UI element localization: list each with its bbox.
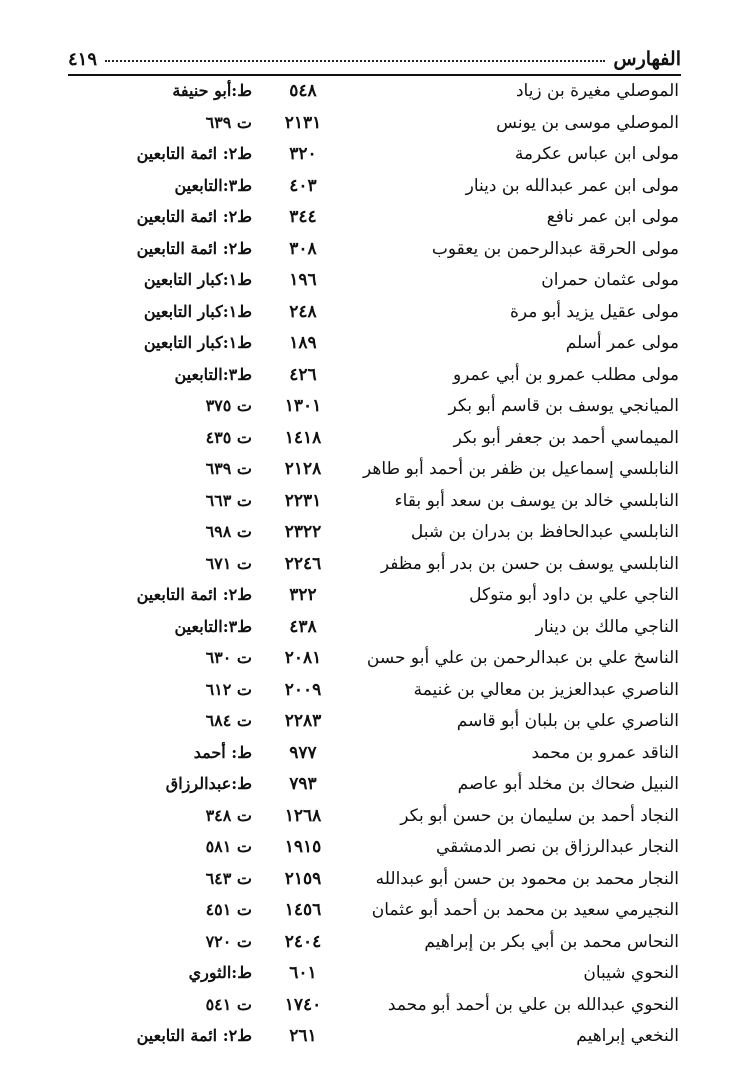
entry-info: ت ٦١٢ <box>205 679 252 699</box>
entry-number: ٢٢٨٣ <box>284 711 322 731</box>
entry-name: الميماسي أحمد بن جعفر أبو بكر <box>453 427 679 448</box>
entry-info: ط٢: ائمة التابعين <box>136 585 252 604</box>
index-entry <box>0 803 743 835</box>
entry-number: ٦٠١ <box>289 963 317 983</box>
page-header <box>68 44 681 76</box>
index-entry <box>0 393 743 425</box>
entry-name: الناصري علي بن بلبان أبو قاسم <box>456 711 679 731</box>
entry-info: ت ٦٣٩ <box>205 112 252 132</box>
entry-name: النجيرمي سعيد بن محمد بن أحمد أبو عثمان <box>371 900 679 920</box>
entry-name: مولى عثمان حمران <box>541 270 679 290</box>
entry-info: ط٢: ائمة التابعين <box>136 238 252 258</box>
entry-info: ط٢: ائمة التابعين <box>136 1026 252 1045</box>
entry-name: النحاس محمد بن أبي بكر بن إبراهيم <box>424 931 679 952</box>
entry-number: ٥٤٨ <box>289 81 317 101</box>
index-entry <box>0 614 743 646</box>
index-entry <box>0 299 743 331</box>
index-entry <box>0 960 743 992</box>
index-entry <box>0 771 743 803</box>
index-entry <box>0 519 743 551</box>
entry-number: ٢٠٠٩ <box>284 679 322 700</box>
entry-number: ١٨٩ <box>289 333 317 353</box>
entry-number: ٤٢٦ <box>289 364 317 385</box>
index-entry <box>0 425 743 457</box>
index-entry <box>0 204 743 236</box>
index-entry <box>0 645 743 677</box>
entry-name: مولى عمر أسلم <box>565 333 679 353</box>
entry-number: ٢١٥٩ <box>284 868 322 889</box>
entry-number: ٣٤٤ <box>289 207 317 227</box>
entry-number: ٣٠٨ <box>289 238 317 259</box>
index-entry <box>0 929 743 961</box>
entry-info: ط: أحمد <box>193 742 252 762</box>
index-entry <box>0 78 743 110</box>
page-number: ٤١٩ <box>68 48 98 70</box>
index-entry <box>0 330 743 362</box>
entry-name: الناصري عبدالعزيز بن معالي بن غنيمة <box>413 679 679 700</box>
entry-name: مولى مطلب عمرو بن أبي عمرو <box>452 364 679 385</box>
entry-info: ت ٦٩٨ <box>205 522 252 541</box>
entry-info: ت ٦٧١ <box>205 553 252 573</box>
entry-info: ط:أبو حنيفة <box>172 81 252 100</box>
index-entry <box>0 110 743 142</box>
entry-info: ت ٦٦٣ <box>205 490 252 510</box>
entry-number: ٢٢٣١ <box>284 490 322 511</box>
entry-name: الموصلي موسى بن يونس <box>496 112 679 133</box>
entry-info: ت ٥٤١ <box>205 994 252 1014</box>
index-entry <box>0 582 743 614</box>
entry-name: مولى ابن عمر نافع <box>546 207 679 227</box>
entry-info: ط١:كبار التابعين <box>143 333 252 352</box>
entry-name: النجار عبدالرزاق بن نصر الدمشقي <box>435 837 679 857</box>
index-entry <box>0 677 743 709</box>
entry-number: ٢١٢٨ <box>284 459 322 479</box>
entry-name: النابلسي يوسف بن حسن بن بدر أبو مظفر <box>380 553 679 574</box>
entry-name: النابلسي عبدالحافظ بن بدران بن شبل <box>410 522 679 542</box>
entry-name: النبيل ضحاك بن مخلد أبو عاصم <box>457 774 679 794</box>
index-entry <box>0 708 743 740</box>
entry-number: ٧٩٣ <box>289 774 317 794</box>
entry-number: ٢٤٠٤ <box>284 931 322 952</box>
entry-name: النحوي عبدالله بن علي بن أحمد أبو محمد <box>387 994 679 1015</box>
entry-name: الناقد عمرو بن محمد <box>531 742 679 763</box>
index-entries <box>0 78 743 1055</box>
entry-number: ٣٢٢ <box>289 585 317 605</box>
entry-info: ت ٣٧٥ <box>205 396 252 415</box>
entry-number: ١٢٦٨ <box>284 805 322 826</box>
entry-number: ١٤٥٦ <box>284 900 322 920</box>
entry-name: النحوي شيبان <box>583 963 679 983</box>
entry-name: مولى ابن عمر عبدالله بن دينار <box>465 175 679 196</box>
index-entry <box>0 834 743 866</box>
page-title: الفهارس <box>613 48 681 70</box>
entry-name: النابلسي إسماعيل بن ظفر بن أحمد أبو طاهر <box>363 459 679 479</box>
entry-number: ٢٦١ <box>289 1026 317 1046</box>
entry-number: ٩٧٧ <box>289 742 317 763</box>
entry-number: ١٩٦ <box>289 270 317 290</box>
dot-leader <box>105 50 605 62</box>
entry-name: مولى ابن عباس عكرمة <box>514 144 679 164</box>
entry-number: ٤٣٨ <box>289 616 317 637</box>
entry-info: ت ٣٤٨ <box>205 805 252 825</box>
entry-name: الناسخ علي بن عبدالرحمن بن علي أبو حسن <box>366 648 679 668</box>
index-entry <box>0 992 743 1024</box>
entry-name: مولى عقيل يزيد أبو مرة <box>510 301 679 322</box>
entry-number: ١٩١٥ <box>284 837 322 857</box>
entry-info: ت ٦٤٣ <box>205 868 252 888</box>
entry-info: ت ٥٨١ <box>205 837 252 856</box>
index-entry <box>0 362 743 394</box>
entry-number: ٤٠٣ <box>289 175 317 196</box>
index-entry <box>0 488 743 520</box>
index-entry <box>0 740 743 772</box>
entry-info: ت ٧٢٠ <box>205 931 252 951</box>
entry-number: ٢٤٨ <box>289 301 317 322</box>
entry-name: النجاد أحمد بن سليمان بن حسن أبو بكر <box>400 805 679 826</box>
entry-number: ٢٠٨١ <box>284 648 322 668</box>
entry-name: النابلسي خالد بن يوسف بن سعد أبو بقاء <box>394 490 679 511</box>
entry-info: ت ٦٨٤ <box>205 711 252 730</box>
entry-number: ٢٢٤٦ <box>284 553 322 574</box>
entry-info: ت ٤٣٥ <box>205 427 252 447</box>
index-entry <box>0 551 743 583</box>
entry-info: ط:عبدالرزاق <box>165 774 252 793</box>
entry-number: ٢٣٢٢ <box>284 522 322 542</box>
entry-info: ط٣:التابعين <box>174 364 252 384</box>
entry-name: الميانجي يوسف بن قاسم أبو بكر <box>448 396 679 416</box>
entry-info: ط:الثوري <box>188 963 252 982</box>
entry-name: الموصلي مغيرة بن زياد <box>515 81 679 101</box>
entry-info: ط١:كبار التابعين <box>143 270 252 289</box>
entry-number: ٣٢٠ <box>289 144 317 164</box>
entry-number: ١٣٠١ <box>284 396 322 416</box>
entry-name: الناجي علي بن داود أبو متوكل <box>469 585 679 605</box>
entry-info: ط٢: ائمة التابعين <box>136 144 252 163</box>
entry-number: ٢١٣١ <box>284 112 322 133</box>
entry-info: ت ٤٥١ <box>205 900 252 919</box>
index-entry <box>0 236 743 268</box>
entry-name: النجار محمد بن محمود بن حسن أبو عبدالله <box>375 868 679 889</box>
entry-info: ت ٦٣٩ <box>205 459 252 478</box>
entry-info: ط١:كبار التابعين <box>143 301 252 321</box>
entry-info: ط٢: ائمة التابعين <box>136 207 252 226</box>
index-entry <box>0 456 743 488</box>
index-entry <box>0 141 743 173</box>
entry-name: النخعي إبراهيم <box>576 1026 679 1046</box>
entry-info: ط٣:التابعين <box>174 616 252 636</box>
index-entry <box>0 897 743 929</box>
entry-name: مولى الحرقة عبدالرحمن بن يعقوب <box>431 238 679 259</box>
entry-number: ١٧٤٠ <box>284 994 322 1015</box>
entry-number: ١٤١٨ <box>284 427 322 448</box>
entry-info: ط٣:التابعين <box>174 175 252 195</box>
index-entry <box>0 173 743 205</box>
index-entry <box>0 866 743 898</box>
entry-info: ت ٦٣٠ <box>205 648 252 667</box>
index-entry <box>0 267 743 299</box>
entry-name: الناجي مالك بن دينار <box>535 616 679 637</box>
index-entry <box>0 1023 743 1055</box>
